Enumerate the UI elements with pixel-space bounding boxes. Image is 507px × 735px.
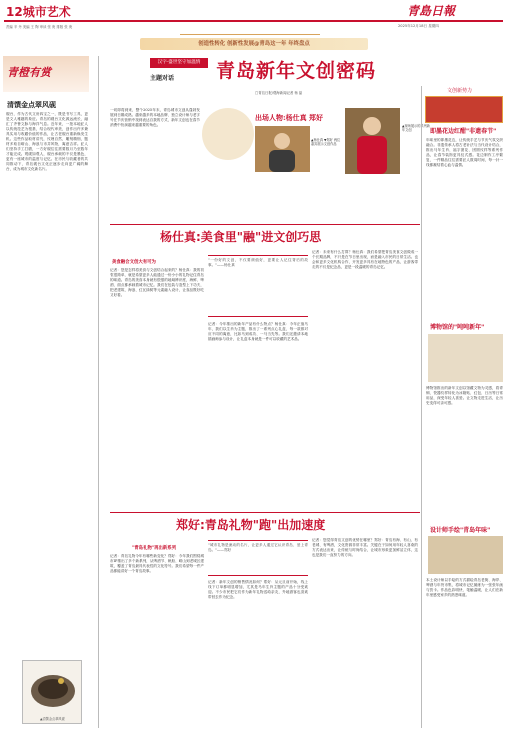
editor-credits: 责编 辛 丹 美编 王 陶 审读 张 庚 排版 张 庚 [6, 25, 73, 29]
lace-craft-photo [425, 96, 503, 123]
section-name: 12城市艺术 [6, 5, 71, 19]
yearend-banner [140, 38, 368, 52]
left-heading: 清馔金点翠风砚 [7, 101, 56, 109]
decorative-circle [202, 108, 254, 160]
intro-text: 一切即将到来，整个2025年末，青岛城市文创从蓬勃发展到日臻成熟。越来越多的本地品牌、独立设计师与老字号在节庆营销中找到表达自我的方式，新年文创也在春节消费中扮演越来越重要的角色。 [110, 108, 200, 127]
right-body-2: 博物馆推出的新年文创以馆藏文物为灵感，将青铜、瓷器纹样转化为冰箱贴、红包、日历等日常用品，深受年轻人喜爱。让文物走进生活，让历史变得可亲可感。 [426, 386, 503, 405]
title-kicker: 汉字·盛世坚守加温情 [150, 58, 208, 68]
museum-product-photo [428, 334, 503, 382]
zheng-quote: "城市礼物是流动的名片，让更多人通过它认识青岛、爱上青岛。"——郑好 [208, 540, 308, 576]
yang-col-2: 记者：今年推出的新年产品有什么特点？杨仕真：今年正值马年，我们以生肖为主题，推出了一系列点心礼盒，每一款都对应不同的寓意，比如马到成功、一马当先等。我们还邀请本地插画师参与设计，让礼盒本身就是一件可以收藏的艺术品。 [208, 322, 308, 341]
main-title: 青岛新年文创密码 [216, 60, 377, 82]
inkstone-icon [23, 661, 83, 713]
yang-subheading: 美食融合文创大有可为 [112, 260, 156, 265]
designer-art-photo [428, 536, 503, 574]
person-icon [255, 126, 310, 172]
yang-heading: 杨仕真:美食里"融"进文创巧思 [160, 230, 322, 244]
byline: □青岛日报/观海新闻记者 杨 晶 [255, 91, 303, 95]
zheng-col-1: 记者：青岛礼物今年有哪些新变化？郑好：今年我们围绕城市IP推出了多个新系列，从啤酒节、帆船、崂山到老城区建筑，覆盖了青岛最具代表性的文化符号。我们希望每一件产品都能讲好一个青岛故事。 [110, 554, 204, 573]
column-logo: 青橙有赏 [7, 66, 51, 79]
guest-photo-2 [345, 108, 400, 174]
inkstone-photo [22, 660, 82, 724]
zheng-col-2: 记者：新年文创的销售情况如何？郑好：从元旦前开始，线上线下订单都明显增加，尤其是马年生肖主题的产品十分受欢迎。不少市民把它们作为新年礼物送给亲友，外地游客也喜欢带回去作为纪念。 [208, 580, 308, 599]
person-icon [345, 108, 400, 174]
right-body-3: 本土设计师以手绘的方式描绘青岛老街、海岸、啤酒与年货市集，将城市记忆凝练为一张张年画与贺卡。作品色彩明快、笔触温暖，让人们在新年里感受家乡的熟悉味道。 [426, 578, 503, 597]
right-heading-3: 设计师手绘"青岛年味" [430, 527, 491, 534]
guest-photo-1 [255, 126, 310, 172]
column-divider [98, 56, 99, 728]
left-body: 砚台，作为古代文房四宝之一，既是书写工具，更是文人雅趣的象征。青岛的砚台文化源远流长，融汇了齐鲁文脉与海洋气息。近年来，一批本地匠人以传统技艺为根基，结合现代审美，创作出许多兼具实用与收藏价值的作品，让古老砚台重新焕发生机。这些作品取材讲究，纹理自然，雕刻精细，题材多取自崂山、海浪与市井风物，寓意吉祥。匠人们坚持手工打磨，一方好砚往往需要数月乃至数年才能完成。观砚如观人，砚台承载的不仅是墨色，更有一座城市的温度与记忆。在市民与收藏者的共同推动下，青岛砚台文化正逐步走向更广阔的舞台，成为城市文化新名片。 [6, 112, 88, 171]
yang-col-1: 记者：您是怎样将美食与文创结合起来的？杨仕真：我的初衷很简单，就是希望更多人能通过一份小小的礼物记住青岛的味道。青岛的美食本身就有很强的地域辨识度，海鲜、啤酒、面点都承载着城市记忆。我们在包装与造型上下功夫，把老建筑、海浪、红瓦绿树等元素融入设计，让食品既好吃又好看。 [110, 268, 204, 297]
right-body-1: 年味里的即墨花边，让传统手艺与节庆气氛交织融合。非遗传承人将古老针法与当代设计结合，推出马年生肖、福字窗花、团圆纹样等系列作品，让春节装饰更具仪式感。花边制作工序繁复，一件精品往往需要匠人数周时间，每一针一线都凝结着心血与温情。 [426, 138, 503, 167]
zheng-heading: 郑好:青岛礼物"跑"出加速度 [176, 518, 326, 532]
yang-col-3: 记者：未来有什么打算？杨仕真：我们希望把青岛美食文创做成一个长期品牌，不只是在节日里出现，而是融入市民的日常生活。也会和更多文化机构合作，开发更多具有在地特色的产品，让游客带走的不仅是纪念品，更是一段温暖的青岛记忆。 [312, 250, 418, 269]
zheng-subheading: "青岛礼物"再出新系列 [132, 546, 177, 551]
zheng-col-3: 记者：您觉得青岛文创的优势在哪里？郑好：青岛有海、有山、有老城、有啤酒，文化资源非常丰富。关键在于如何用年轻人喜欢的方式表达出来，让传统与时尚结合，让城市形象更加鲜活立体，这也是我们一直努力的方向。 [312, 538, 418, 557]
issue-date: 2025年12月18日 星期四 [398, 24, 439, 28]
guest-photo-1-caption: ▲杨仕真 ▼郑好 两位嘉宾展示文创作品 [311, 138, 341, 147]
column-divider [421, 86, 422, 728]
section-rule [110, 224, 420, 225]
banner-text: 创造性转化 创新性发展@青岛这一年 年终盘点 [140, 38, 368, 50]
right-column-tag: 文创新势力 [447, 88, 473, 94]
right-heading-2: 博物馆的"吨吨新年" [430, 324, 485, 331]
inkstone-caption: ▲清馔金点翠风砚 [40, 717, 65, 721]
theme-label: 主题对话 [150, 75, 175, 82]
newspaper-logo: 青島日報 [407, 4, 456, 18]
yang-quote: "一份好的文创，不仅要颜值好，更要让人记住背后的故事。"——杨仕真 [208, 255, 308, 317]
column-logo-box [3, 56, 89, 92]
guests-label: 出场人物:杨仕真 郑好 [255, 113, 324, 122]
page-header [0, 0, 507, 34]
right-heading-1: 即墨花边红酣"非遗春节" [430, 128, 497, 135]
header-rule [4, 20, 503, 22]
guest-photo-2-caption: ▲现场展示的系列新年文创 [402, 124, 430, 133]
section-rule [110, 512, 420, 513]
banner-rule [180, 34, 320, 35]
